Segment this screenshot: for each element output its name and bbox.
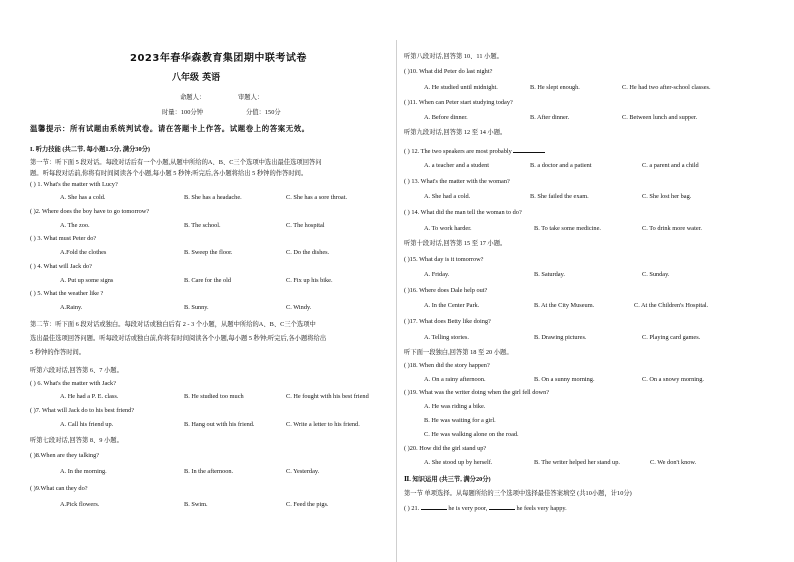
q3-option-b: B. Sweep the floor. [184, 249, 233, 256]
q6-option-b: B. He studied too much [184, 393, 244, 400]
q8-option-a: A. In the morning. [60, 468, 107, 475]
exam-notice: 温馨提示：所有试题由系统判试卷。请在答题卡上作答。试题卷上的答案无效。 [30, 124, 310, 133]
question-21 [404, 503, 567, 513]
q18-option-b: B. On a sunny morning. [534, 376, 595, 383]
question-7: ( )7. What will Jack do to his best friend? [30, 407, 135, 414]
q20-option-b: B. The writer helped her stand up. [534, 459, 620, 466]
question-9: ( )9.What can they do? [30, 485, 88, 492]
q9-option-b: B. Swim. [184, 501, 208, 508]
question-11: ( )11. When can Peter start studying today? [404, 99, 513, 106]
q8-option-b: B. In the afternoon. [184, 468, 234, 475]
q12-option-a: A. a teacher and a student [424, 162, 490, 169]
q15-option-a: A. Friday. [424, 271, 450, 278]
author-label: 命题人： [180, 94, 206, 101]
question-16: ( )16. Where does Dale help out? [404, 287, 488, 294]
q4-option-a: A. Put up some signs [60, 277, 114, 284]
question-5: ( ) 5. What the weather like ? [30, 290, 104, 297]
q17-option-b: B. Drawing pictures. [534, 334, 587, 341]
question-14: ( ) 14. What did the man tell the woman to do? [404, 209, 522, 216]
q9-option-c: C. Feed the pigs. [286, 501, 329, 508]
q14-option-a: A. To work harder. [424, 225, 472, 232]
q17-option-c: C. Playing card games. [642, 334, 701, 341]
q20-option-a: A. She stood up by herself. [424, 459, 493, 466]
q18-option-a: A. On a rainy afternoon. [424, 376, 486, 383]
q5-option-c: C. Windy. [286, 304, 312, 311]
answer-blank-1 [421, 503, 447, 510]
part-2-intro-line-2: 选出最佳选项回答问题。听每段对话或独白前,你将有时间阅读各个小题,每小题 5 秒钟;听完后,各小题将给出 [30, 335, 327, 342]
q19-option-b: B. He was waiting for a girl. [424, 417, 496, 424]
q19-option-c: C. He was walking alone on the road. [424, 431, 519, 438]
q20-option-c: C. We don't know. [650, 459, 697, 466]
part-2-intro-line-1: 第二节：听下面 6 段对话或独白。每段对话或独白后有 2 - 3 个小题，从题中所给的A、B、C三个选项中 [30, 321, 316, 328]
q7-option-b: B. Hang out with his friend. [184, 421, 255, 428]
q9-option-a: A.Pick flowers. [60, 501, 100, 508]
reviewer-label: 审题人： [238, 94, 264, 101]
exam-subject: 八年级 英语 [172, 73, 221, 83]
question-1: ( ) 1. What's the matter with Lucy? [30, 181, 118, 188]
question-13: ( ) 13. What's the matter with the woman? [404, 178, 510, 185]
q13-option-c: C. She lost her bag. [642, 193, 692, 200]
question-18: ( )18. When did the story happen? [404, 362, 490, 369]
q14-option-c: C. To drink more water. [642, 225, 702, 232]
q18-option-c: C. On a snowy morning. [642, 376, 704, 383]
question-4: ( ) 4. What will Jack do? [30, 263, 92, 270]
question-6: ( ) 6. What's the matter with Jack? [30, 380, 116, 387]
q2-option-c: C. The hospital [286, 222, 325, 229]
q5-option-b: B. Sunny. [184, 304, 209, 311]
q10-option-a: A. He studied until midnight. [424, 84, 498, 91]
section-2-heading: Ⅱ. 知识运用 (共三节, 满分20分) [404, 476, 491, 483]
q10-option-c: C. He had two after-school classes. [622, 84, 711, 91]
q16-option-a: A. In the Center Park. [424, 302, 480, 309]
question-21-end: he feels very happy. [516, 505, 567, 512]
q12-option-b: B. a doctor and a patient [530, 162, 592, 169]
q4-option-c: C. Fix up his bike. [286, 277, 333, 284]
part-1-intro-line-2: 题。听每段对话前,你将有时间阅读各个小题,每小题 5 秒钟;听完后,各小题将给出 5 秒钟的作答时间。 [30, 170, 308, 177]
q17-option-a: A. Telling stories. [424, 334, 469, 341]
exam-title: 2023年春华森教育集团期中联考试卷 [130, 53, 307, 64]
question-19: ( )19. What was the writer doing when the girl fell down? [404, 389, 550, 396]
column-divider [396, 40, 397, 562]
q2-option-b: B. The school. [184, 222, 221, 229]
question-2: ( )2. Where does the boy have to go tomorrow? [30, 208, 150, 215]
q1-option-a: A. She has a cold. [60, 194, 106, 201]
q19-option-a: A. He was riding a bike. [424, 403, 486, 410]
q12-option-c: C. a parent and a child [642, 162, 699, 169]
part-1-single-choice-instruction: 第一节 单项选择。从每题所给的三个选项中选择最佳答案填空 (共10小题，计10分) [404, 490, 632, 497]
q14-option-b: B. To take some medicine. [534, 225, 601, 232]
question-15: ( )15. What day is it tomorrow? [404, 256, 484, 263]
group-15-17-instruction: 听第十段对话,回答第 15 至 17 小题。 [404, 240, 507, 247]
q15-option-c: C. Sunday. [642, 271, 670, 278]
q7-option-a: A. Call his friend up. [60, 421, 114, 428]
question-10: ( )10. What did Peter do last night? [404, 68, 493, 75]
q3-option-c: C. Do the dishes. [286, 249, 330, 256]
section-1-heading: I. 听力技能 (共二节, 每小题1.5分, 满分30分) [30, 146, 150, 153]
q13-option-b: B. She failed the exam. [530, 193, 589, 200]
answer-blank [513, 146, 545, 153]
q13-option-a: A. She had a cold. [424, 193, 471, 200]
q6-option-c: C. He fought with his best friend [286, 393, 369, 400]
part-2-intro-line-3: 5 秒钟的作答时间。 [30, 349, 86, 356]
question-12 [404, 146, 545, 156]
question-12-text: ( ) 12. The two speakers are most probably [404, 148, 512, 155]
q5-option-a: A.Rainy. [60, 304, 83, 311]
q1-option-c: C. She has a sore throat. [286, 194, 348, 201]
q1-option-b: B. She has a headache. [184, 194, 242, 201]
question-17: ( )17. What does Betty like doing? [404, 318, 491, 325]
q10-option-b: B. He slept enough. [530, 84, 580, 91]
q11-option-b: B. After dinner. [530, 114, 570, 121]
q8-option-c: C. Yesterday. [286, 468, 320, 475]
q15-option-b: B. Saturday. [534, 271, 565, 278]
group-10-11-instruction: 听第八段对话,回答第 10、11 小题。 [404, 53, 503, 60]
q16-option-c: C. At the Children's Hospital. [634, 302, 709, 309]
group-6-7-instruction: 听第六段对话,回答第 6、7 小题。 [30, 367, 123, 374]
q6-option-a: A. He had a P. E. class. [60, 393, 119, 400]
part-1-intro-line-1: 第一节：听下面 5 段对话。每段对话后有一个小题,从题中所给的A、B、C三个选项中选出最佳选项回答问 [30, 159, 322, 166]
answer-blank-2 [489, 503, 515, 510]
exam-score: 分值：150分 [246, 109, 281, 116]
q4-option-b: B. Care for the old [184, 277, 232, 284]
q11-option-a: A. Before dinner. [424, 114, 468, 121]
q16-option-b: B. At the City Museum. [534, 302, 595, 309]
q3-option-a: A.Fold the clothes [60, 249, 107, 256]
q2-option-a: A. The zoo. [60, 222, 90, 229]
group-12-14-instruction: 听第九段对话,回答第 12 至 14 小题。 [404, 129, 507, 136]
question-3: ( ) 3. What must Peter do? [30, 235, 97, 242]
question-21-middle: he is very poor, [448, 505, 488, 512]
q11-option-c: C. Between lunch and supper. [622, 114, 698, 121]
q7-option-c: C. Write a letter to his friend. [286, 421, 360, 428]
group-8-9-instruction: 听第七段对话,回答第 8、9 小题。 [30, 437, 123, 444]
question-21-number: ( ) 21. [404, 505, 420, 512]
exam-time: 时量：100分钟 [162, 109, 203, 116]
group-18-20-instruction: 听下面一段独白,回答第 18 至 20 小题。 [404, 349, 513, 356]
question-8: ( )8.When are they talking? [30, 452, 100, 459]
question-20: ( )20. How did the girl stand up? [404, 445, 487, 452]
